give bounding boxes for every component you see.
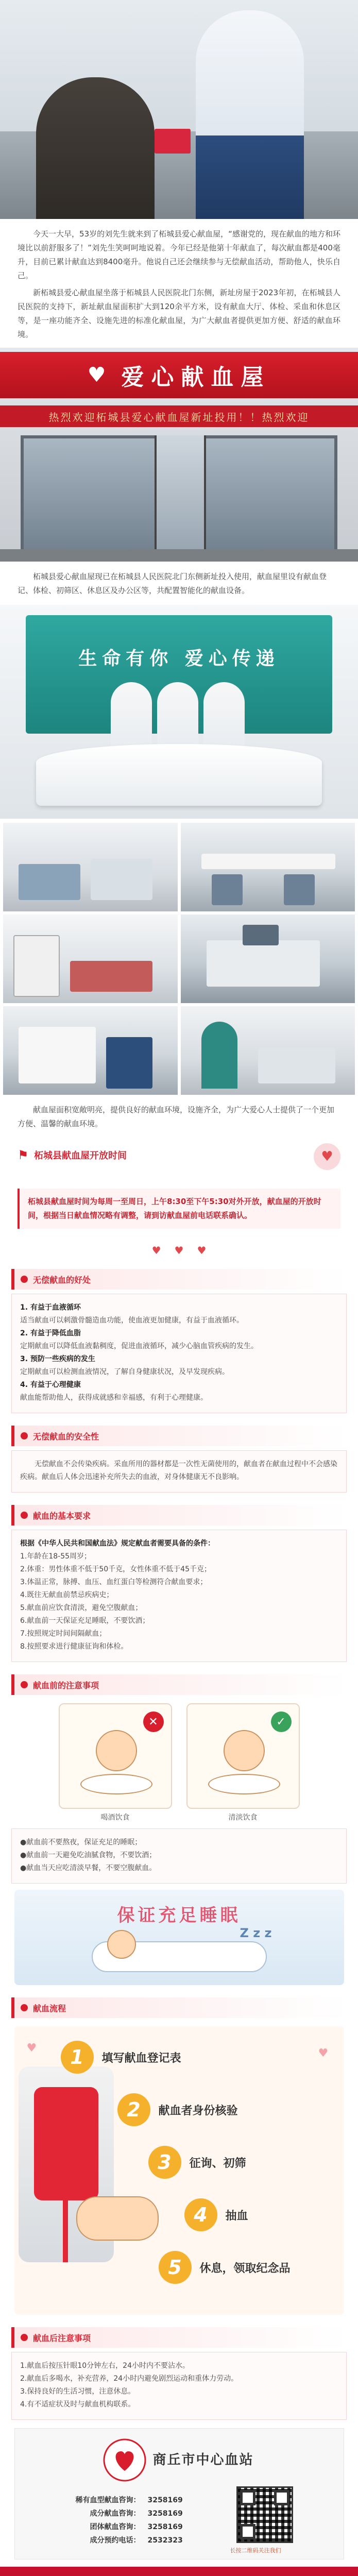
heart-icon: ♥ [151, 1244, 161, 1257]
benefit-text: 定期献血可以检测血液情况，了解自身健康状况，及早发现疾病。 [20, 1368, 229, 1376]
section-header-safety [11, 1426, 347, 1446]
store-sign [0, 352, 358, 398]
drinking-label: 喝酒饮食 [100, 1814, 130, 1822]
benefits-body [11, 1294, 347, 1413]
requirement-item: 3.体温正常，脉搏、血压、血红蛋白等检测符合献血要求； [20, 1578, 208, 1586]
diet-labels [0, 1812, 358, 1822]
phone-row [60, 2534, 230, 2547]
phone-label: 团体献血咨询： [90, 2523, 141, 2531]
location-pin-icon: ⚑ [18, 1148, 29, 1162]
safety-body [11, 1450, 347, 1493]
interior-photo [3, 823, 178, 911]
step-text: 填写献血登记表 [101, 2052, 181, 2065]
requirement-item: 1.年龄在18-55周岁； [20, 1552, 92, 1561]
qr-code[interactable] [236, 2486, 293, 2543]
flow-step [61, 2041, 181, 2074]
open-time-header [0, 1143, 358, 1189]
phone-label: 成分献血咨询： [90, 2510, 141, 2518]
nurse-figure [196, 10, 304, 219]
interior-photo [181, 823, 355, 911]
phone-number[interactable]: 2532323 [147, 2536, 183, 2545]
flow-step [184, 2198, 248, 2231]
heart-icon: ♥ [174, 1244, 184, 1257]
requirement-item: 2.体重：男性体重不低于50千克，女性体重不低于45千克； [20, 1565, 211, 1573]
qr-caption: 长按二维码关注我们 [230, 2547, 281, 2554]
flow-step [148, 2146, 246, 2179]
org-name: 商丘市中心血站 [152, 2452, 254, 2468]
step-text: 献血者身份核验 [158, 2104, 238, 2117]
requirement-item: 4.既往无献血前禁忌疾病史； [20, 1591, 114, 1599]
heart-icon: ♥ [26, 2042, 37, 2055]
step-text: 休息，领取纪念品 [199, 2262, 291, 2275]
sleep-slogan: 保证充足睡眠 [117, 1905, 241, 1926]
after-item: 3.保持良好的生活习惯，注意休息。 [20, 2387, 135, 2396]
phone-number[interactable]: 3258169 [147, 2510, 183, 2518]
store-banner: 热烈欢迎柘城县爱心献血屋新址投用！！热烈欢迎 [0, 405, 358, 427]
after-item: 4.有不适症状及时与献血机构联系。 [20, 2400, 135, 2409]
check-icon: ✓ [271, 1711, 292, 1732]
grid-caption: 献血屋面积宽敞明亮，提供良好的献血环境，设施齐全，为广大爱心人士提供了一个更加方便、温馨的献血环境。 [18, 1105, 335, 1128]
benefit-text: 适当献血可以刺激骨髓造血功能，使血液更加健康，有益于血液循环。 [20, 1316, 244, 1325]
interior-photo [181, 914, 355, 1003]
flow-step [159, 2251, 291, 2284]
arm-illustration [76, 2196, 159, 2241]
donation-flow-infographic [14, 2026, 344, 2315]
contact-card [14, 2428, 344, 2560]
requirement-item: 8.按照要求进行健康征询和体检。 [20, 1642, 128, 1651]
flow-step [117, 2093, 238, 2126]
phone-row [60, 2494, 230, 2507]
step-number: 3 [148, 2146, 181, 2179]
dot-icon [21, 1432, 28, 1439]
dot-icon [21, 1276, 28, 1283]
section-title: 无偿献血的好处 [33, 1275, 91, 1285]
section-title: 献血后注意事项 [33, 2333, 91, 2343]
section-title: 献血前的注意事项 [33, 1680, 99, 1690]
heart-icon: ♥ [87, 363, 113, 387]
drinking-illustration [59, 1703, 172, 1809]
step-number: 4 [184, 2198, 217, 2231]
benefit-heading: 1. 有益于血液循环 [20, 1303, 81, 1312]
phone-list [60, 2494, 230, 2547]
interior-photo [3, 914, 178, 1003]
reception-slogan: 生命有你 爱心传递 [78, 648, 280, 669]
step-number: 2 [117, 2093, 150, 2126]
diet-illustrations [0, 1695, 358, 1812]
divider-hearts [0, 1244, 358, 1257]
step-number: 1 [61, 2041, 94, 2074]
phone-label: 成分预约电话： [90, 2536, 141, 2545]
requirements-lead: 根据《中华人民共和国献血法》规定献血者需要具备的条件： [20, 1539, 215, 1548]
sleep-zzz-icon: Z z z [240, 1926, 272, 1940]
step-text: 抽血 [225, 2209, 248, 2223]
cross-icon: ✕ [143, 1711, 164, 1732]
section-header-after [11, 2327, 347, 2348]
store-sign-text: 爱心献血屋 [121, 364, 271, 391]
after-item: 1.献血后按压针眼10分钟左右，24小时内不要沾水。 [20, 2362, 190, 2370]
storefront-photo [0, 348, 358, 562]
step-number: 5 [159, 2251, 192, 2284]
honor-certificate [155, 129, 191, 154]
dot-icon [21, 1512, 28, 1519]
section-header-requirements [11, 1505, 347, 1526]
requirement-item: 6.献血前一天保证充足睡眠，不要饮酒； [20, 1617, 150, 1625]
benefit-text: 定期献血可以降低血液黏稠度，促进血液循环，减少心脑血管疾病的发生。 [20, 1342, 258, 1350]
heart-badge-icon: ♥ [314, 1143, 340, 1170]
interior-photo [181, 1006, 355, 1095]
section-title: 无偿献血的安全性 [33, 1431, 99, 1442]
section-header-notice [11, 1674, 347, 1695]
hero-photo [0, 0, 358, 219]
after-body [11, 2352, 347, 2420]
sleep-illustration [14, 1890, 344, 1985]
phone-label: 稀有血型献血咨询： [75, 2496, 141, 2504]
notice-body [11, 1828, 347, 1884]
notice-item: ●献血当天应吃清淡早餐，不要空腹献血。 [20, 1864, 157, 1872]
benefit-text: 献血能帮助他人，获得成就感和幸福感，有利于心理健康。 [20, 1394, 208, 1402]
benefit-heading: 2. 有益于降低血脂 [20, 1329, 81, 1337]
dot-icon [21, 1681, 28, 1688]
store-door [155, 435, 206, 562]
photo-grid [0, 823, 358, 1095]
section-header-flow [11, 1997, 347, 2018]
store-caption: 柘城县爱心献血屋现已在柘城县人民医院北门东侧新址投入使用，献血屋里设有献血登记、体检、初筛区、休息区及办公区等，共配置智能化的献血设备。 [18, 572, 327, 595]
benefit-heading: 4. 有益于心理健康 [20, 1381, 81, 1389]
requirement-item: 5.献血前应饮食清淡，避免空腹献血； [20, 1604, 143, 1612]
requirement-item: 7.按照规定时间间隔献血； [20, 1630, 107, 1638]
phone-number[interactable]: 3258169 [147, 2523, 183, 2531]
heart-icon: ♥ [197, 1244, 207, 1257]
light-diet-label: 清淡饮食 [228, 1814, 258, 1822]
after-item: 2.献血后多喝水，补充营养，24小时内避免剧烈运动和重体力劳动。 [20, 2375, 238, 2383]
section-title: 献血的基本要求 [33, 1511, 91, 1521]
benefit-heading: 3. 预防一些疾病的发生 [20, 1355, 95, 1363]
phone-number[interactable]: 3258169 [147, 2496, 183, 2504]
slogan-banner [0, 2567, 358, 2576]
section-header-benefits [11, 1269, 347, 1290]
dot-icon [21, 2004, 28, 2011]
light-diet-illustration [186, 1703, 300, 1809]
reception-photo [0, 605, 358, 819]
notice-item: ●献血前一天避免吃油腻食物，不要饮酒； [20, 1851, 157, 1859]
open-time-title: 柘城县献血屋开放时间 [34, 1150, 127, 1161]
section-title: 献血流程 [33, 2003, 66, 2013]
interior-photo [3, 1006, 178, 1095]
reception-counter [36, 744, 322, 806]
intro-paragraph-2: 新柘城县爱心献血屋坐落于柘城县人民医院北门东侧，新址房屋于2023年初，在柘城县人民医院的支持下，新址献血屋面积扩大到120余平方米，设有献血大厅、体检、采血和休息区等，是一座功能齐全、设施先进的标准化献血屋，为广大献血者提供更加方便、舒适的献血环境。 [18, 288, 340, 339]
phone-row [60, 2520, 230, 2534]
step-text: 征询、初筛 [189, 2157, 246, 2170]
heart-icon: ♥ [318, 2047, 329, 2060]
dot-icon [21, 2334, 28, 2341]
notice-item: ●献血前不要熬夜，保证充足的睡眠； [20, 1838, 142, 1846]
intro-paragraph: 今天一大早，53岁的刘先生就来到了柘城县爱心献血屋，“感谢党的，现在献血的地方和环境比以前舒服多了！”刘先生笑呵呵地说着。今年已经是他第十年献血了，每次献血都是400毫升，目前已累计献血达到8400毫升。他说自己还会继续参与无偿献血活动，帮助他人，快乐自己。 [18, 229, 340, 280]
phone-row [60, 2507, 230, 2520]
open-time-body: 柘城县献血屋时间为每周一至周日，上午8:30至下午5:30对外开放，献血屋的开放时间，根据当日献血情况略有调整，请到访献血屋前电话联系确认。 [18, 1189, 340, 1229]
blood-station-logo [103, 2438, 147, 2482]
donor-figure [36, 77, 155, 219]
safety-text: 无偿献血不会传染疾病。采血所用的器材都是一次性无菌使用的，献血者在献血过程中不会感染疾病。献血后人体会迅速补充所失去的血液，对身体健康无不良影响。 [20, 1460, 337, 1481]
requirements-body [11, 1530, 347, 1662]
